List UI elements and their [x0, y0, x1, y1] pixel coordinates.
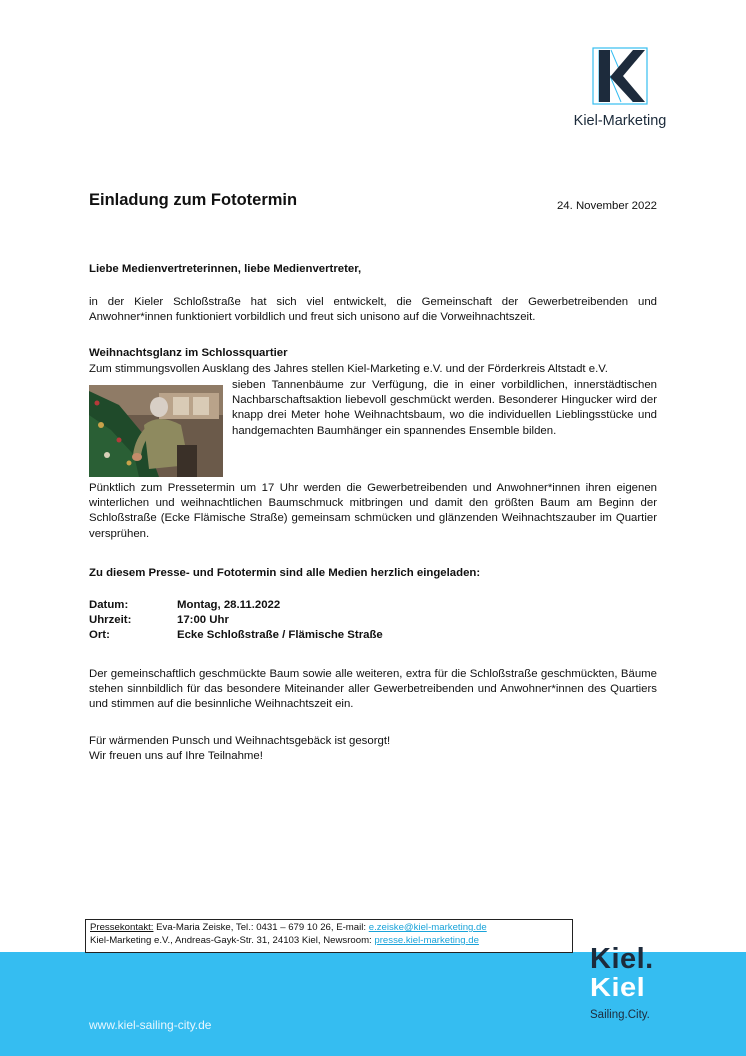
closing-line-1: Für wärmenden Punsch und Weihnachtsgebäck ist gesorgt! — [89, 735, 391, 747]
section-paragraph: sieben Tannenbäume zur Verfügung, die in einer vorbildlichen, innerstädtischen Nachbarschaftsaktion liebevoll geschmückt werden. Besonderer Hingucker wird der knapp drei Meter hohe Weihnachtsbaum, wo die individuellen Lieblingsstücke und handgemachten Baumhänger ein spannendes Ensemble bilden. — [232, 379, 657, 437]
press-contact-box — [85, 919, 573, 953]
paragraph-2: Pünktlich zum Pressetermin um 17 Uhr werden die Gewerbetreibenden und Anwohner*innen ihren eigenen winterlichen und weihnachtlichen Baumschmuck mitbringen und damit den größten Baum am Beginn der Schloßstraße (Ecke Flämische Straße) gemeinsam schmücken und glänzenden Weihnachtszauber im Quartier versprühen. — [89, 482, 657, 540]
closing-line-2: Wir freuen uns auf Ihre Teilnahme! — [89, 750, 263, 763]
detail-label: Ort: — [89, 629, 110, 642]
intro-paragraph: in der Kieler Schloßstraße hat sich viel entwickelt, die Gemeinschaft der Gewerbetreibenden und Anwohner*innen funktioniert vorbildlich und freut sich unisono auf die Vorweihnachtszeit. — [89, 296, 657, 324]
brand-name: Kiel-Marketing — [573, 113, 667, 129]
detail-label: Uhrzeit: — [89, 614, 132, 627]
detail-label: Datum: — [89, 599, 129, 611]
section-line-1: Zum stimmungsvollen Ausklang des Jahres stellen Kiel-Marketing e.V. und der Förderkreis Altstadt e.V. — [89, 363, 608, 375]
christmas-tree-photo — [89, 385, 223, 477]
paragraph-3: Der gemeinschaftlich geschmückte Baum sowie alle weiteren, extra für die Schloßstraße geschmückten, Bäume stehen sinnbildlich für das besondere Miteinander aller Gewerbetreibenden und Anwohner*innen des Quartiers und stimmen auf die besinnliche Weihnachtszeit ein. — [89, 668, 657, 711]
section-heading: Weihnachtsglanz im Schlossquartier — [89, 347, 288, 359]
newsroom-link[interactable]: presse.kiel-marketing.de — [374, 935, 479, 946]
kiel-tagline: Sailing.City. — [590, 1009, 650, 1022]
contact-line-2 — [90, 934, 568, 947]
closing — [89, 734, 657, 764]
detail-value: Montag, 28.11.2022 — [177, 599, 281, 611]
invitation-line: Zu diesem Presse- und Fototermin sind alle Medien herzlich eingeladen: — [89, 567, 481, 579]
detail-value: Ecke Schloßstraße / Flämische Straße — [177, 629, 383, 642]
greeting: Liebe Medienvertreterinnen, liebe Medienvertreter, — [89, 263, 362, 275]
kiel-logo-word: Kiel. — [590, 943, 654, 975]
kiel-sailing-city-logo — [590, 944, 680, 1023]
kiel-logo-mirror: Kiel — [590, 973, 646, 1003]
document-date: 24. November 2022 — [556, 200, 657, 212]
event-details — [89, 598, 383, 644]
k-mark-icon — [591, 46, 649, 106]
contact-line-1 — [90, 921, 568, 934]
detail-row-place — [89, 628, 383, 643]
page-title: Einladung zum Fototermin — [89, 191, 298, 209]
kiel-marketing-logo — [562, 46, 678, 138]
detail-value: 17:00 Uhr — [177, 614, 229, 627]
contact-label: Pressekontakt: — [90, 922, 154, 933]
contact-email-link[interactable]: e.zeiske@kiel-marketing.de — [368, 922, 487, 933]
detail-row-time — [89, 613, 383, 628]
footer-url[interactable]: www.kiel-sailing-city.de — [89, 1018, 212, 1032]
detail-row-date — [89, 598, 383, 613]
contact-person: Eva-Maria Zeiske, Tel.: 0431 – 679 10 26, E-mail: — [153, 922, 369, 933]
contact-address: Kiel-Marketing e.V., Andreas-Gayk-Str. 31, 24103 Kiel, Newsroom: — [90, 935, 375, 946]
